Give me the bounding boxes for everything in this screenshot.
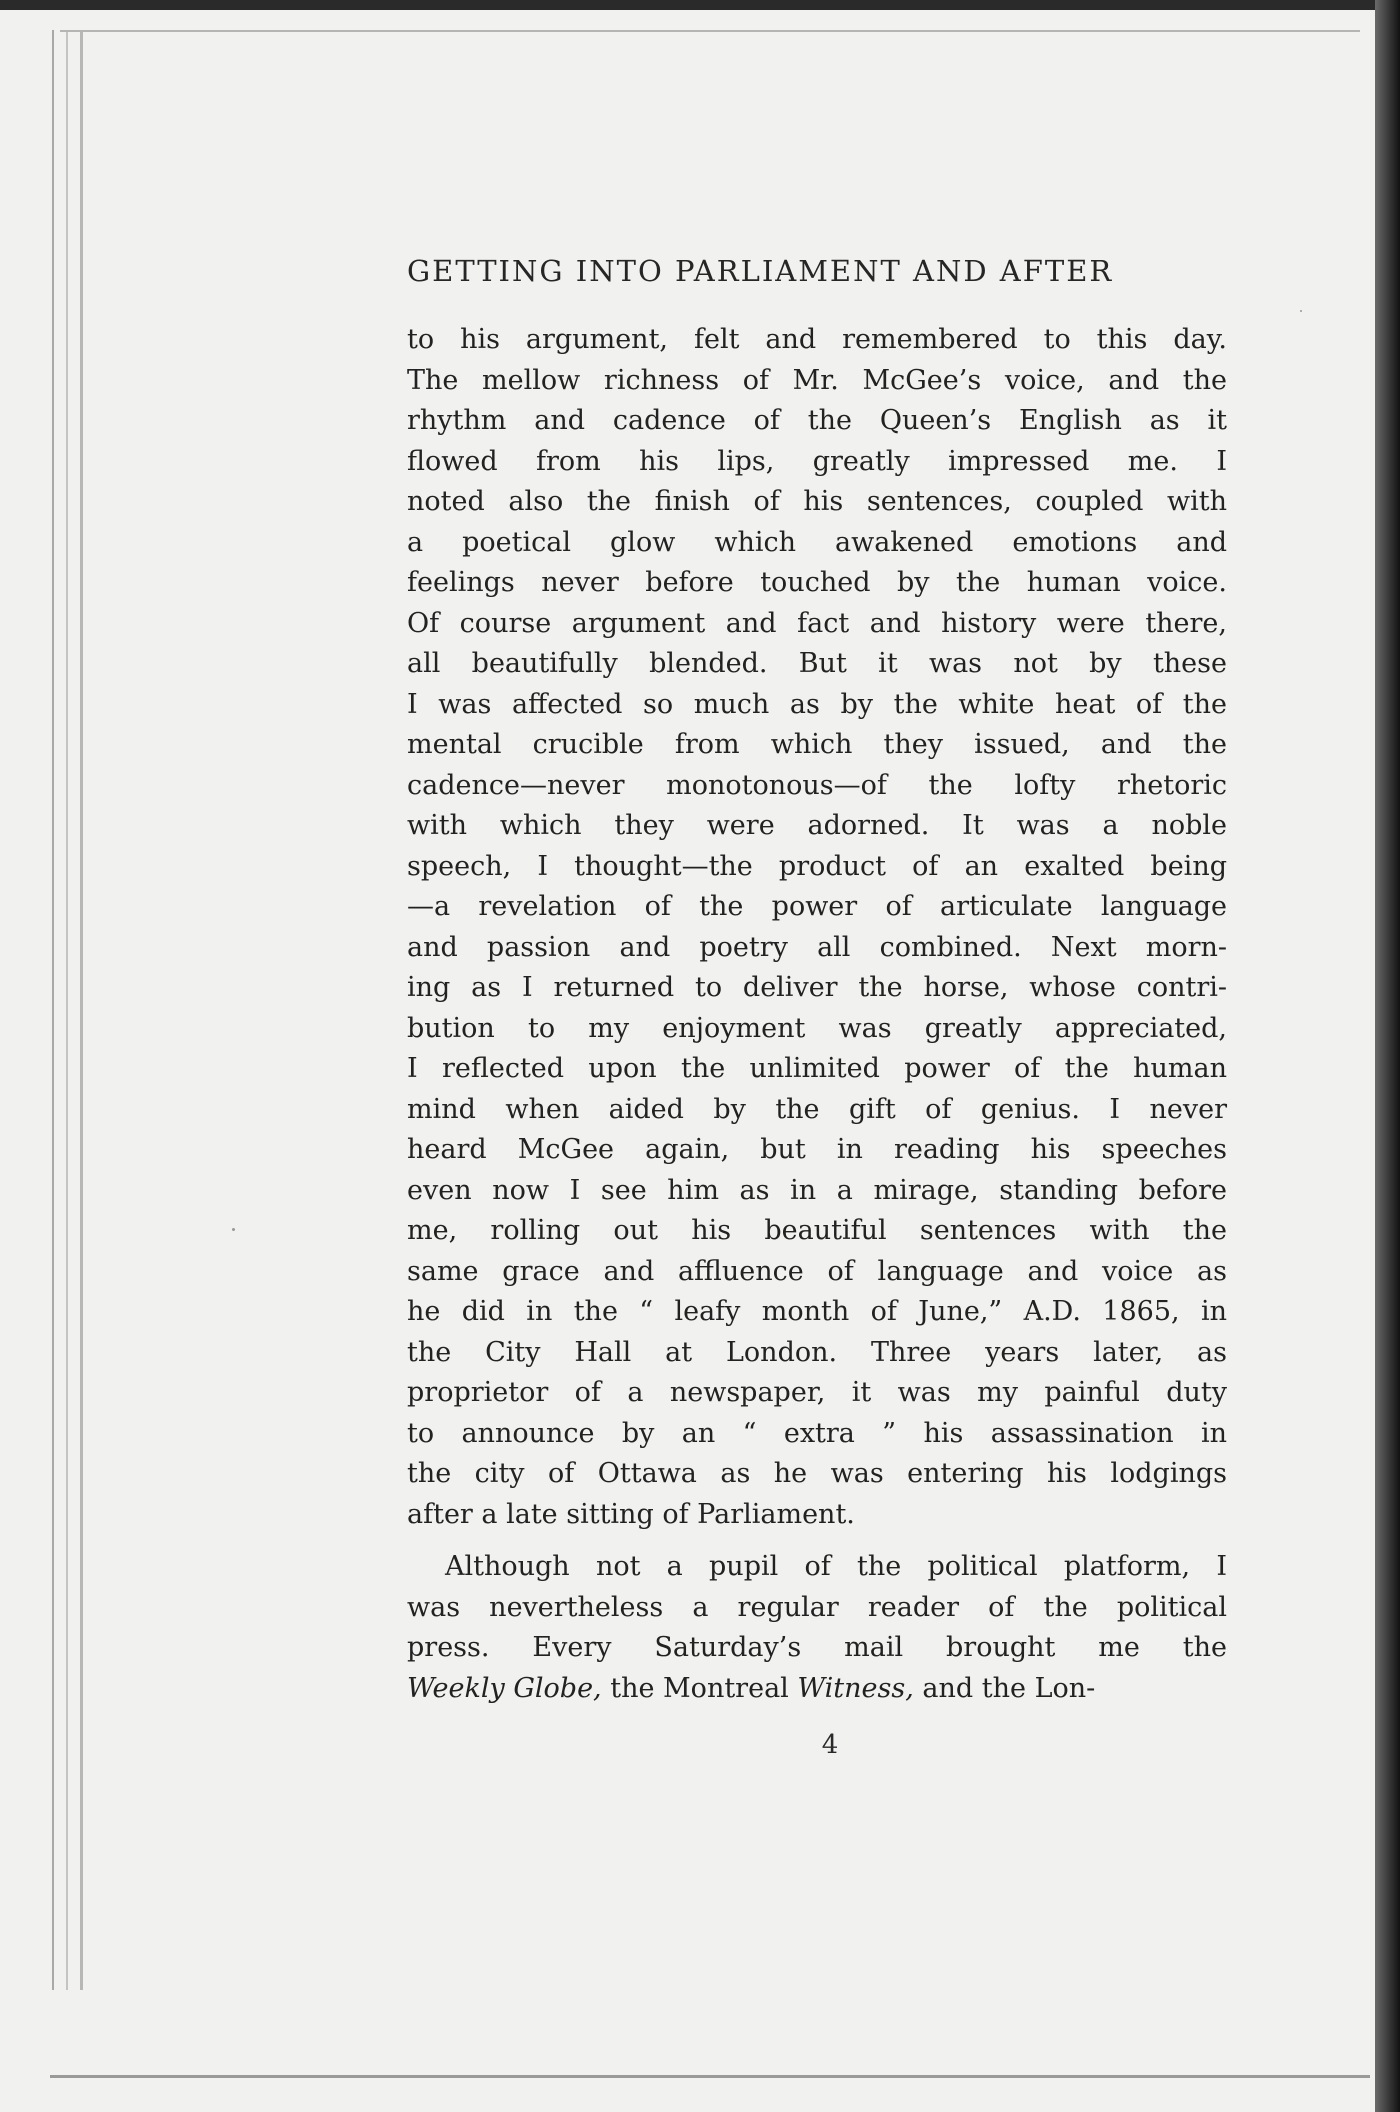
paragraph-gap — [407, 1535, 1227, 1547]
italic-title: Witness, — [797, 1672, 914, 1704]
text-line: same grace and affluence of language and voice as — [407, 1255, 1227, 1287]
text-line: speech, I thought—the product of an exalted being — [407, 850, 1227, 882]
text-line: rhythm and cadence of the Queen’s English as it — [407, 405, 1227, 436]
body-text — [407, 320, 1227, 1709]
text-line: heard McGee again, but in reading his speeches — [407, 1134, 1227, 1165]
page-stack-edge — [80, 30, 83, 1990]
text-line: Although not a pupil of the political platform, I — [445, 1551, 1227, 1582]
text-line: with which they were adorned. It was a noble — [407, 810, 1227, 841]
text-line: flowed from his lips, greatly impressed me. I — [407, 445, 1227, 477]
italic-title: Weekly Globe, — [407, 1672, 602, 1704]
text-line: to his argument, felt and remembered to this day. — [407, 324, 1227, 355]
text-line: I was affected so much as by the white heat of the — [407, 688, 1227, 720]
text-line: proprietor of a newspaper, it was my painful duty — [407, 1377, 1227, 1408]
text-line — [407, 1669, 1227, 1710]
page-edge-shadow — [1375, 0, 1400, 2112]
page-top-border — [60, 30, 1360, 32]
paragraph-1 — [407, 320, 1227, 1535]
text-run: the Montreal — [601, 1672, 798, 1704]
scan-speck — [232, 1228, 235, 1231]
text-line: —a revelation of the power of articulate language — [407, 891, 1227, 922]
text-line: bution to my enjoyment was greatly appreciated, — [407, 1012, 1227, 1044]
text-line: even now I see him as in a mirage, standing before — [407, 1174, 1227, 1206]
text-line: and passion and poetry all combined. Next morn- — [407, 931, 1227, 963]
text-line: mind when aided by the gift of genius. I never — [407, 1093, 1227, 1125]
text-line: noted also the finish of his sentences, coupled with — [407, 486, 1227, 517]
text-line: the city of Ottawa as he was entering his lodgings — [407, 1458, 1227, 1489]
paragraph-2 — [407, 1535, 1227, 1669]
page-number: 4 — [821, 1730, 839, 1760]
text-line: ing as I returned to deliver the horse, whose contri- — [407, 972, 1227, 1003]
text-line: was nevertheless a regular reader of the political — [407, 1591, 1227, 1623]
page-bottom-border — [50, 2075, 1370, 2078]
text-line: press. Every Saturday’s mail brought me the — [407, 1632, 1227, 1663]
text-line: The mellow richness of Mr. McGee’s voice, and the — [407, 364, 1227, 396]
text-line: all beautifully blended. But it was not by these — [407, 648, 1227, 679]
book-page — [0, 10, 1375, 2112]
text-run: and the Lon- — [913, 1672, 1096, 1704]
text-line: a poetical glow which awakened emotions and — [407, 526, 1227, 558]
running-head: GETTING INTO PARLIAMENT AND AFTER — [407, 254, 1114, 288]
text-line: feelings never before touched by the human voice. — [407, 567, 1227, 598]
text-line: Of course argument and fact and history were there, — [407, 607, 1227, 639]
text-line: me, rolling out his beautiful sentences with the — [407, 1215, 1227, 1246]
text-line: to announce by an “ extra ” his assassination in — [407, 1417, 1227, 1449]
scan-speck — [1300, 310, 1302, 312]
text-line: he did in the “ leafy month of June,” A.D. 1865, in — [407, 1296, 1227, 1327]
text-line: I reflected upon the unlimited power of the human — [407, 1053, 1227, 1084]
page-stack-edge — [52, 30, 54, 1990]
text-line: cadence—never monotonous—of the lofty rhetoric — [407, 769, 1227, 801]
page-stack-edge — [66, 30, 68, 1990]
text-line: after a late sitting of Parliament. — [407, 1498, 855, 1530]
text-line: mental crucible from which they issued, and the — [407, 729, 1227, 760]
text-line: the City Hall at London. Three years later, as — [407, 1336, 1227, 1368]
